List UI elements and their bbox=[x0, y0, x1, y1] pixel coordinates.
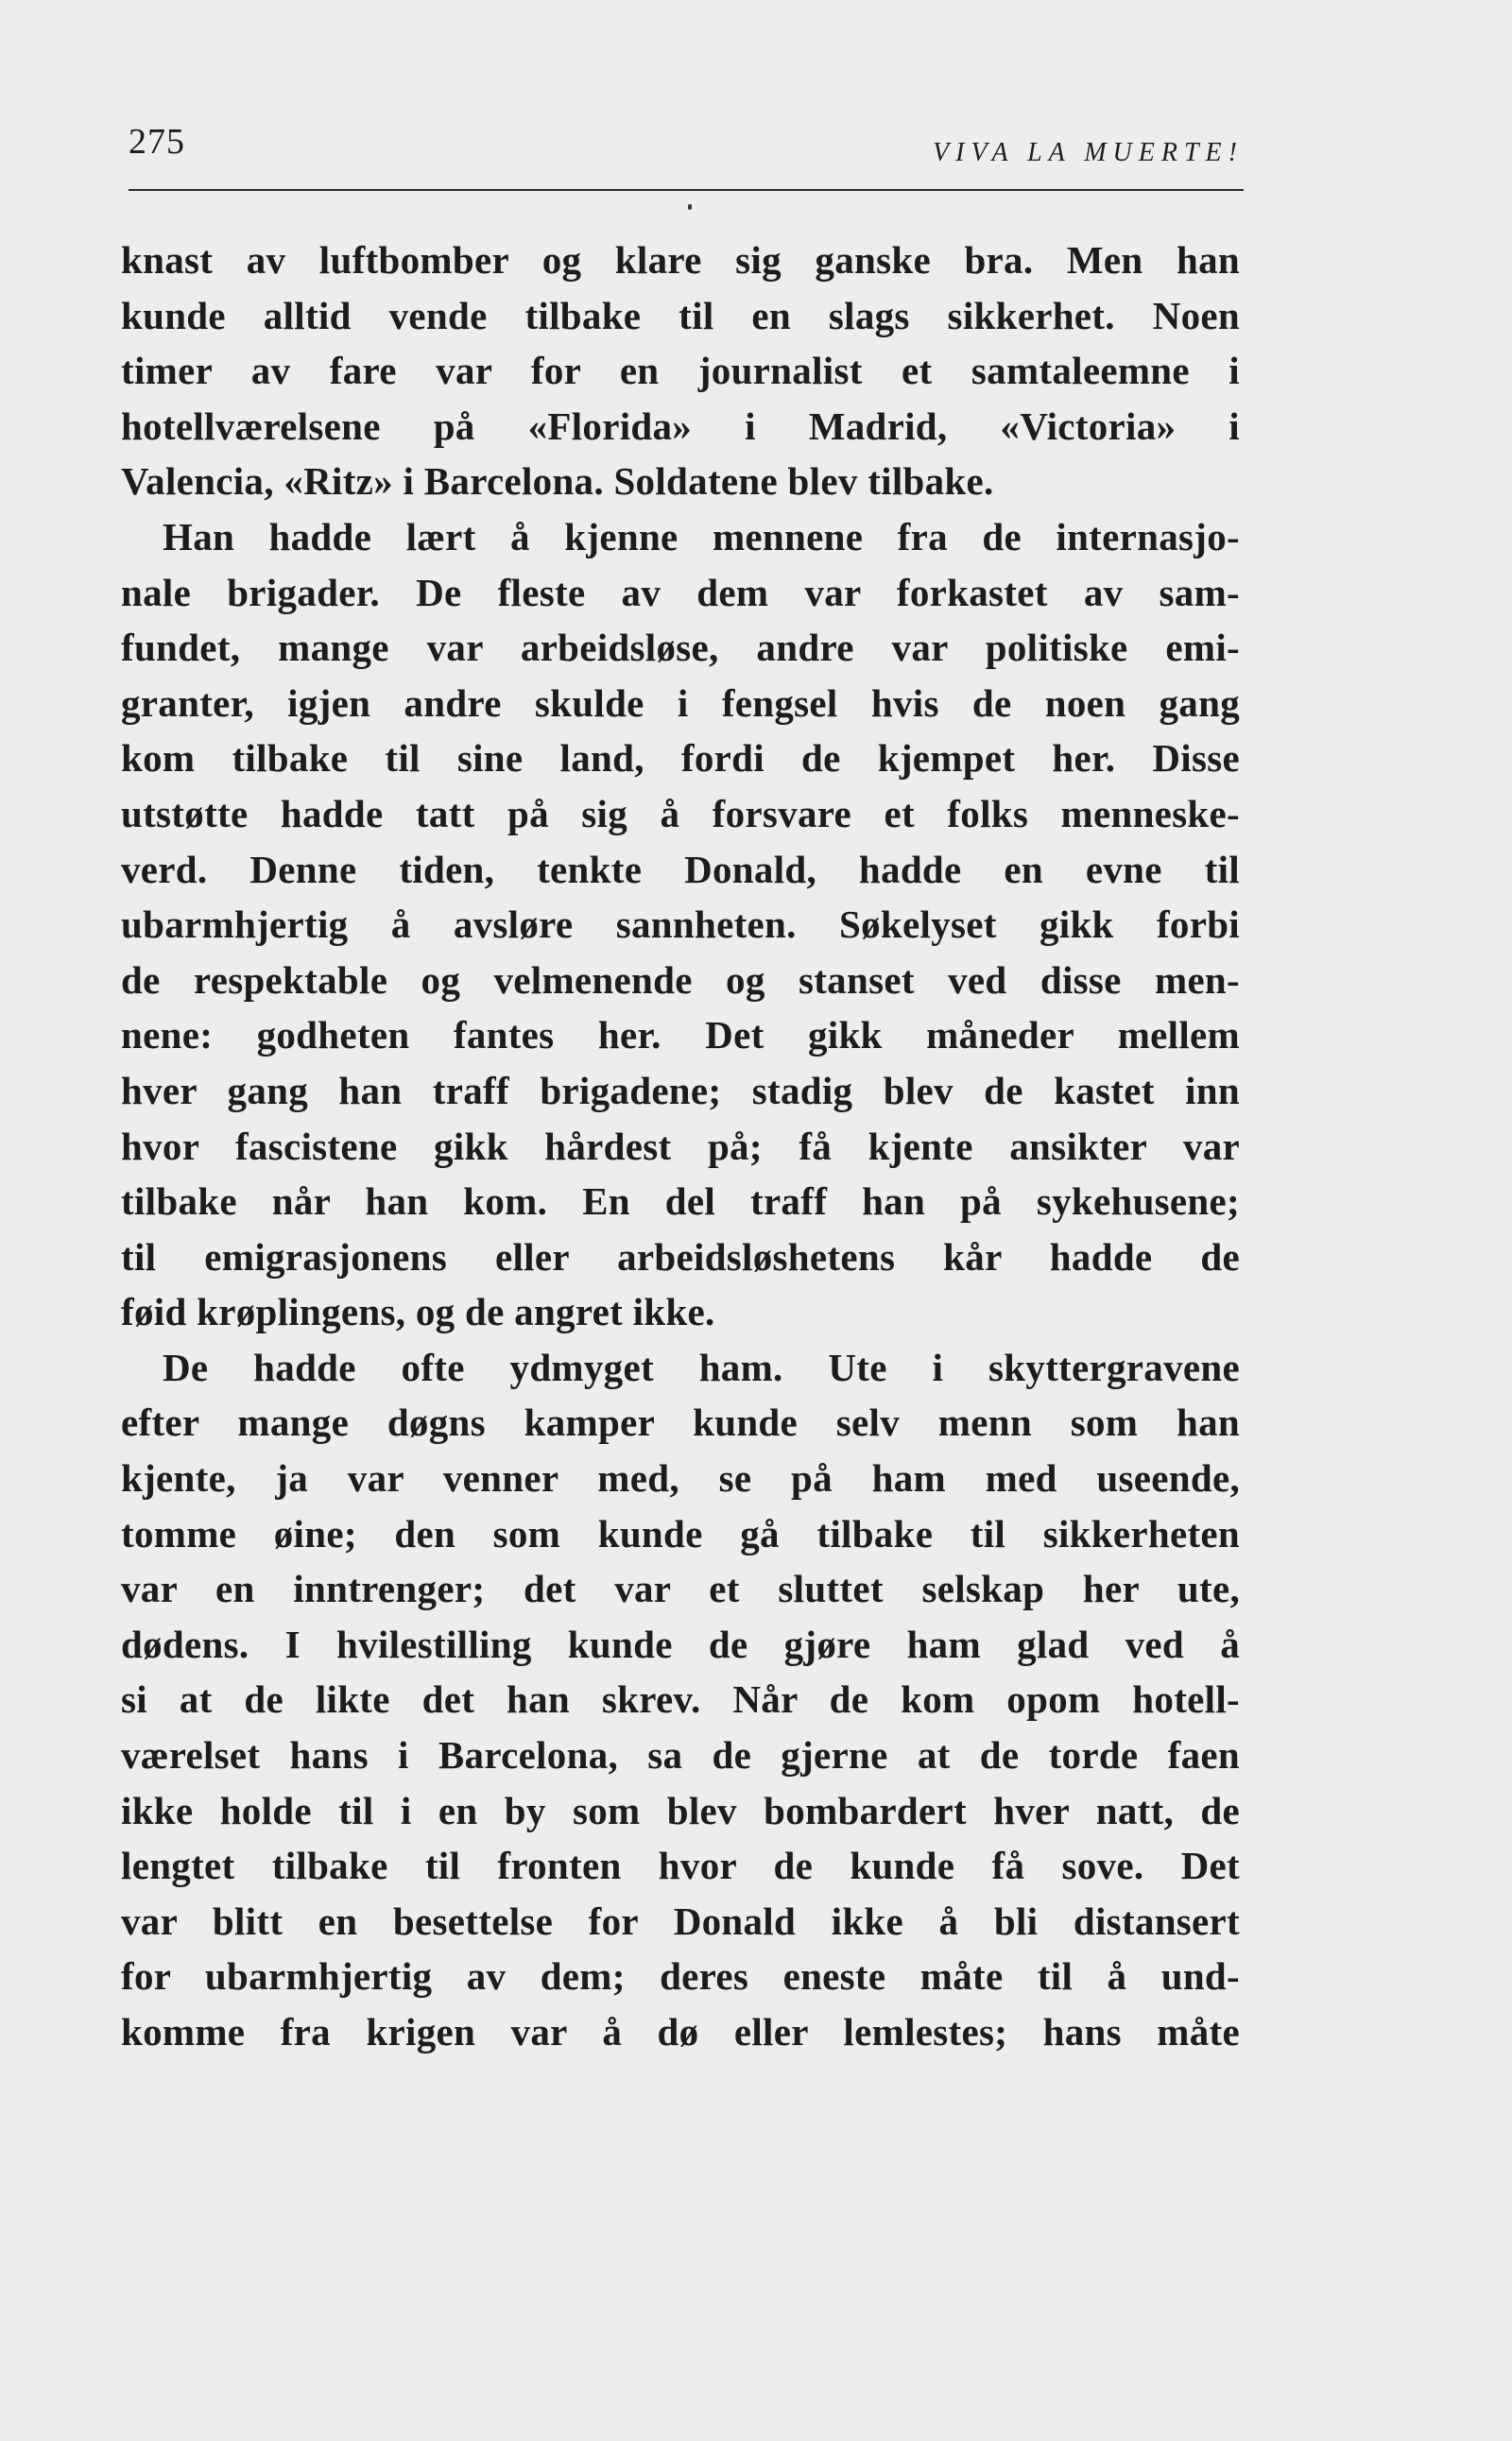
text-line: knast av luftbomber og klare sig ganske bra. Men han bbox=[121, 238, 1240, 282]
text-line: ikke holde til i en by som blev bombardert hver natt, de bbox=[121, 1788, 1240, 1832]
text-line: Han hadde lært å kjenne mennene fra de internasjo- bbox=[163, 514, 1240, 559]
text-line: efter mange døgns kamper kunde selv menn som han bbox=[121, 1401, 1240, 1445]
text-line: komme fra krigen var å dø eller lemlestes; hans måte bbox=[121, 2010, 1240, 2054]
text-line: nene: godheten fantes her. Det gikk måneder mellem bbox=[121, 1013, 1240, 1057]
text-line: tilbake når han kom. En del traff han på sykehusene; bbox=[121, 1179, 1240, 1224]
text-line: verd. Denne tiden, tenkte Donald, hadde en evne til bbox=[121, 847, 1240, 891]
text-line: utstøtte hadde tatt på sig å forsvare et folks menneske- bbox=[121, 791, 1240, 835]
text-line: kunde alltid vende tilbake til en slags sikkerhet. Noen bbox=[121, 293, 1240, 337]
ink-speck bbox=[688, 204, 692, 210]
text-line: De hadde ofte ydmyget ham. Ute i skyttergravene bbox=[163, 1345, 1240, 1389]
text-line: dødens. I hvilestilling kunde de gjøre ham glad ved å bbox=[121, 1622, 1240, 1666]
page-number: 275 bbox=[129, 122, 185, 162]
running-title: VIVA LA MUERTE! bbox=[933, 138, 1244, 167]
text-line: nale brigader. De fleste av dem var forkastet av sam- bbox=[121, 570, 1240, 614]
text-line: Valencia, «Ritz» i Barcelona. Soldatene blev tilbake. bbox=[121, 459, 994, 504]
text-line: si at de likte det han skrev. Når de kom opom hotell- bbox=[121, 1677, 1240, 1722]
header-rule bbox=[129, 189, 1244, 191]
running-head bbox=[129, 121, 1244, 189]
text-line: hver gang han traff brigadene; stadig blev de kastet inn bbox=[121, 1068, 1240, 1112]
text-line: kjente, ja var venner med, se på ham med useende, bbox=[121, 1456, 1240, 1501]
body-text bbox=[121, 232, 1240, 2060]
text-line: var blitt en besettelse for Donald ikke å bli distansert bbox=[121, 1899, 1240, 1943]
text-line: de respektable og velmenende og stanset ved disse men- bbox=[121, 957, 1240, 1002]
text-line: hvor fascistene gikk hårdest på; få kjente ansikter var bbox=[121, 1124, 1240, 1168]
text-line: værelset hans i Barcelona, sa de gjerne at de torde faen bbox=[121, 1733, 1240, 1778]
text-line: for ubarmhjertig av dem; deres eneste måte til å und- bbox=[121, 1954, 1240, 1999]
text-line: lengtet tilbake til fronten hvor de kunde få sove. Det bbox=[121, 1844, 1240, 1888]
text-line: kom tilbake til sine land, fordi de kjempet her. Disse bbox=[121, 736, 1240, 781]
text-line: hotellværelsene på «Florida» i Madrid, «Victoria» i bbox=[121, 404, 1240, 448]
text-line: timer av fare var for en journalist et samtaleemne i bbox=[121, 349, 1240, 393]
text-line: til emigrasjonens eller arbeidsløshetens kår hadde de bbox=[121, 1234, 1240, 1279]
text-line: fundet, mange var arbeidsløse, andre var politiske emi- bbox=[121, 626, 1240, 670]
text-line: ubarmhjertig å avsløre sannheten. Søkelyset gikk forbi bbox=[121, 902, 1240, 947]
text-line: føid krøplingens, og de angret ikke. bbox=[121, 1290, 715, 1334]
text-line: granter, igjen andre skulde i fengsel hvis de noen gang bbox=[121, 680, 1240, 725]
text-line: tomme øine; den som kunde gå tilbake til sikkerheten bbox=[121, 1511, 1240, 1556]
text-line: var en inntrenger; det var et sluttet selskap her ute, bbox=[121, 1567, 1240, 1611]
